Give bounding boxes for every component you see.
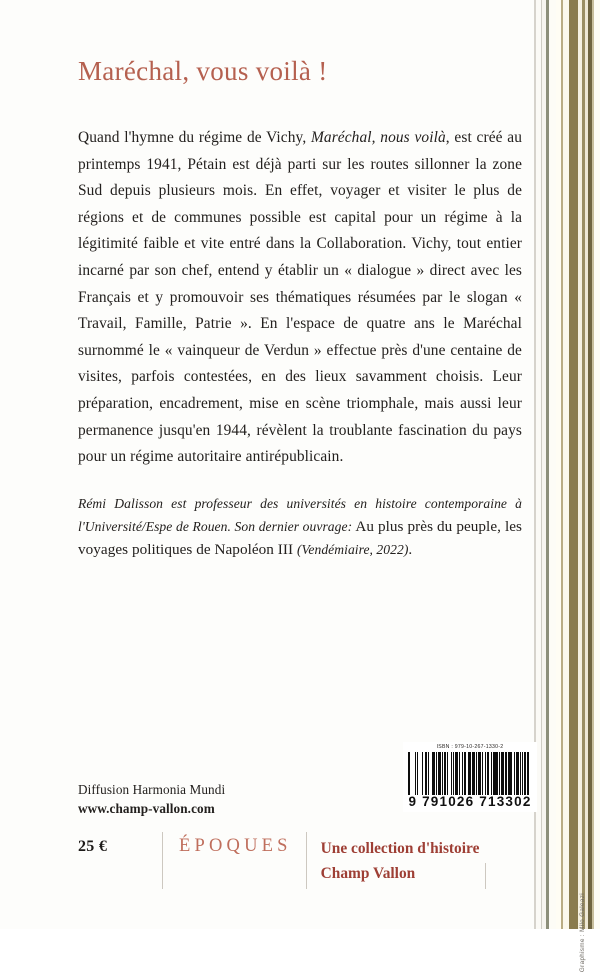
bio-book-title: Au plus près du peuple, les voyages politiques de Napoléon III (78, 518, 522, 558)
spine-stripe-10 (569, 0, 578, 929)
author-bio (78, 492, 522, 561)
barcode-bar (529, 752, 531, 795)
bio-italic-1: Rémi Dalisson est professeur des universités en histoire contemporaine à l'Université/Espe de Rouen. Son dernier ouvrage: (78, 496, 522, 534)
collection-tagline: Une collection d'histoire (320, 840, 480, 857)
designer-credit: Graphisme : Milo Galeazi (579, 893, 586, 972)
publisher-website[interactable]: www.champ-vallon.com (78, 801, 215, 816)
blurb-part-2: , est créé au printemps 1941, Pétain est déjà parti sur les routes sillonner la zone Sud depuis plusieurs mois. En effet, voyager et visiter le plus de régions et de communes possible est capital pour un régime à la légitimité faible et vite entré dans la Collaboration. Vichy, tout entier incarné par son chef, entend y établir un « dialogue » direct avec les Français et y promouvoir ses thématiques résumées par le slogan « Travail, Famille, Patrie ». En l'espace de quatre ans le Maréchal surnommé le « vainqueur de Verdun » effectue près d'une centaine de visites, parfois contestées, en des lieux savamment choisis. Leur préparation, encadrement, mise en scène triomphale, mais aussi leur permanence jusqu'en 1944, révèlent la troublante fascination du pays pour un régime autoritaire antirépublicain. (78, 129, 523, 466)
diffusion-line: Diffusion Harmonia Mundi (78, 782, 226, 797)
blurb-song-title: Maréchal, nous voilà (310, 129, 446, 146)
blurb-part-1: Quand l'hymne du régime de Vichy, (78, 129, 311, 146)
collection-tagline-block (307, 832, 480, 886)
collection-name: ÉPOQUES (179, 836, 292, 856)
footer-collection-row (78, 832, 522, 889)
publisher-name: Champ Vallon (320, 865, 416, 882)
blurb-paragraph (78, 125, 522, 471)
spine-stripe-6 (549, 0, 556, 929)
barcode-digits: 9 791026 713302 (408, 794, 532, 809)
isbn-number: ISBN : 979-10-267-1330-2 (436, 744, 504, 750)
barcode-bars (406, 752, 534, 795)
cover-content (78, 0, 532, 929)
isbn-barcode (403, 742, 537, 812)
bio-italic-2: (Vendémiaire, 2022) (296, 542, 409, 557)
diffusion-info (78, 780, 225, 818)
spine-stripe-16 (594, 0, 600, 929)
page-title: Maréchal, vous voilà ! (78, 56, 328, 86)
divider-3 (485, 863, 486, 889)
price-label: 25 € (78, 838, 108, 855)
bio-period: . (408, 541, 413, 558)
